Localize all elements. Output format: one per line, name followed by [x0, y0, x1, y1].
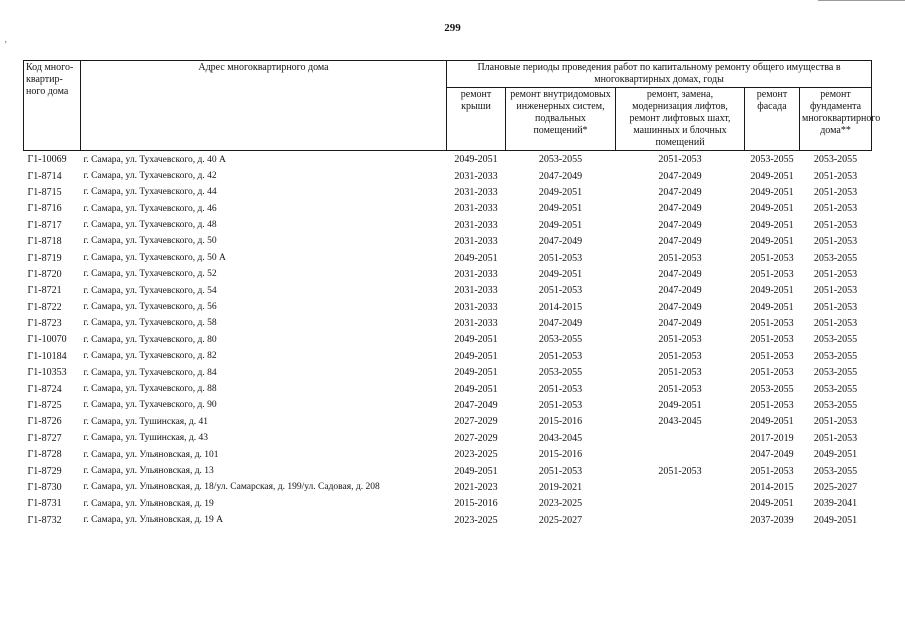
cell-roof: 2031-2033	[454, 170, 498, 182]
table-row	[24, 185, 872, 201]
table-row	[24, 463, 872, 479]
cell-address: г. Самара, ул. Ульяновская, д. 19	[83, 498, 214, 509]
cell-internal: 2049-2051	[538, 219, 583, 231]
cell-internal: 2051-2053	[538, 350, 583, 362]
table-row	[24, 496, 872, 512]
cell-foundation: 2053-2055	[813, 400, 858, 412]
cell-facade: 2049-2051	[750, 203, 794, 215]
cell-elevator	[616, 431, 745, 447]
cell-elevator: 2049-2051	[658, 400, 702, 412]
cell-facade: 2051-2053	[750, 268, 794, 280]
table-row	[24, 349, 872, 365]
cell-address: г. Самара, ул. Тухачевского, д. 58	[83, 318, 217, 329]
cell-internal: 2049-2051	[538, 203, 583, 215]
cell-code: Г1-10069	[27, 154, 67, 166]
cell-internal: 2023-2025	[538, 498, 583, 510]
cell-internal: 2015-2016	[538, 449, 583, 461]
cell-foundation: 2053-2055	[813, 350, 858, 362]
cell-address: г. Самара, ул. Ульяновская, д. 13	[83, 465, 214, 476]
cell-roof: 2023-2025	[454, 449, 498, 461]
table-header	[24, 61, 881, 151]
cell-code: Г1-10070	[27, 334, 67, 346]
cell-code: Г1-10353	[27, 367, 67, 379]
cell-roof: 2047-2049	[454, 400, 498, 412]
cell-address: г. Самара, ул. Тухачевского, д. 80	[83, 334, 217, 345]
cell-code: Г1-8721	[27, 285, 62, 297]
cell-roof: 2021-2023	[454, 482, 498, 493]
cell-address: г. Самара, ул. Тухачевского, д. 88	[83, 383, 217, 394]
cell-code: Г1-8728	[27, 449, 62, 461]
cell-roof: 2049-2051	[454, 252, 498, 264]
cell-elevator: 2051-2053	[658, 252, 702, 264]
cell-roof: 2049-2051	[454, 383, 498, 395]
cell-internal: 2049-2051	[538, 186, 583, 198]
cell-elevator	[616, 513, 745, 529]
table-row	[24, 201, 872, 217]
table-row	[24, 414, 872, 430]
cell-facade: 2051-2053	[750, 318, 794, 330]
cell-roof: 2031-2033	[454, 219, 498, 231]
cell-foundation: 2051-2053	[813, 416, 858, 428]
repair-schedule-table	[23, 60, 881, 529]
cell-roof: 2049-2051	[454, 350, 498, 362]
cell-code: Г1-8732	[27, 514, 62, 526]
table-row	[24, 316, 872, 332]
cell-code: Г1-8724	[27, 383, 62, 395]
cell-foundation: 2049-2051	[813, 449, 858, 461]
cell-code: Г1-10184	[27, 350, 67, 362]
cell-address: г. Самара, ул. Ульяновская, д. 19 А	[83, 515, 224, 526]
cell-roof: 2049-2051	[454, 334, 498, 346]
cell-facade: 2053-2055	[750, 154, 794, 166]
cell-foundation: 2051-2053	[813, 285, 858, 297]
cell-foundation: 2051-2053	[813, 432, 858, 444]
cell-facade: 2049-2051	[750, 219, 794, 231]
header-code: Код много-квартир-ного дома	[24, 61, 81, 151]
cell-roof: 2031-2033	[454, 301, 498, 313]
cell-code: Г1-8717	[27, 219, 62, 231]
table-row	[24, 398, 872, 414]
cell-internal: 2051-2053	[538, 383, 583, 395]
cell-elevator	[616, 447, 745, 463]
cell-code: Г1-8720	[27, 268, 62, 280]
cell-facade: 2047-2049	[750, 449, 794, 461]
cell-roof: 2031-2033	[454, 285, 498, 297]
table-row	[24, 267, 872, 283]
cell-roof: 2027-2029	[454, 416, 498, 428]
cell-code: Г1-8714	[27, 170, 62, 182]
cell-internal: 2051-2053	[538, 285, 583, 297]
cell-address: г. Самара, ул. Тушинская, д. 41	[83, 416, 209, 427]
cell-internal: 2047-2049	[538, 318, 583, 330]
cell-code: Г1-8727	[27, 432, 62, 444]
cell-elevator: 2047-2049	[658, 203, 702, 215]
table-row	[24, 234, 872, 250]
cell-code: Г1-8731	[27, 498, 62, 510]
cell-foundation: 2051-2053	[813, 268, 858, 280]
cell-address: г. Самара, ул. Тухачевского, д. 52	[83, 269, 217, 280]
cell-elevator: 2043-2045	[658, 416, 702, 428]
cell-facade: 2051-2053	[750, 367, 794, 379]
cell-foundation: 2049-2051	[813, 514, 858, 526]
cell-facade: 2051-2053	[750, 252, 794, 264]
cell-foundation: 2051-2053	[813, 318, 858, 330]
cell-elevator	[616, 480, 745, 496]
cell-address: г. Самара, ул. Тухачевского, д. 44	[83, 187, 217, 198]
cell-elevator: 2047-2049	[658, 219, 702, 231]
cell-foundation: 2051-2053	[813, 186, 858, 198]
cell-code: Г1-8725	[27, 400, 62, 412]
cell-facade: 2049-2051	[750, 498, 794, 510]
cell-facade: 2051-2053	[750, 400, 794, 412]
scan-artifact: ‚	[4, 34, 8, 45]
cell-foundation: 2053-2055	[813, 465, 858, 477]
cell-elevator: 2047-2049	[658, 236, 702, 248]
cell-internal: 2053-2055	[538, 367, 583, 379]
cell-internal: 2049-2051	[538, 268, 583, 280]
table-row	[24, 250, 872, 266]
cell-facade: 2051-2053	[750, 350, 794, 362]
cell-roof: 2049-2051	[454, 154, 498, 166]
cell-roof: 2031-2033	[454, 203, 498, 215]
cell-facade: 2049-2051	[750, 301, 794, 313]
cell-elevator: 2051-2053	[658, 154, 702, 166]
cell-foundation: 2051-2053	[813, 219, 858, 231]
cell-internal: 2047-2049	[538, 170, 583, 182]
cell-elevator: 2051-2053	[658, 383, 702, 395]
cell-internal: 2019-2021	[538, 482, 583, 493]
cell-address: г. Самара, ул. Тухачевского, д. 40 А	[83, 154, 226, 165]
cell-elevator: 2051-2053	[658, 465, 702, 477]
cell-code: Г1-8719	[27, 252, 62, 264]
cell-roof: 2015-2016	[454, 498, 498, 510]
cell-address: г. Самара, ул. Тухачевского, д. 54	[83, 285, 217, 296]
header-foundation: ремонт фундамента многоквартирного дома**	[800, 88, 872, 151]
cell-roof: 2031-2033	[454, 236, 498, 248]
cell-facade: 2049-2051	[750, 285, 794, 297]
cell-roof: 2049-2051	[454, 465, 498, 477]
cell-elevator: 2047-2049	[658, 318, 702, 330]
cell-roof: 2031-2033	[454, 186, 498, 198]
header-facade: ремонт фасада	[745, 88, 800, 151]
cell-code: Г1-8723	[27, 318, 62, 330]
table-body	[24, 151, 872, 529]
cell-code: Г1-8729	[27, 465, 62, 477]
cell-internal: 2051-2053	[538, 465, 583, 477]
cell-internal: 2051-2053	[538, 400, 583, 412]
table-row	[24, 218, 872, 234]
table-row	[24, 431, 872, 447]
table-row	[24, 381, 872, 397]
cell-address: г. Самара, ул. Тухачевского, д. 84	[83, 367, 217, 378]
cell-internal: 2047-2049	[538, 236, 583, 248]
header-roof: ремонт крыши	[447, 88, 506, 151]
table-row	[24, 365, 872, 381]
table-row	[24, 332, 872, 348]
cell-elevator: 2051-2053	[658, 367, 702, 379]
cell-code: Г1-8716	[27, 203, 62, 215]
cell-elevator: 2047-2049	[658, 170, 702, 182]
table-row	[24, 168, 872, 184]
cell-elevator: 2047-2049	[658, 301, 702, 313]
cell-foundation: 2053-2055	[813, 367, 858, 379]
cell-facade: 2014-2015	[750, 482, 794, 493]
cell-elevator: 2047-2049	[658, 186, 702, 198]
cell-address: г. Самара, ул. Ульяновская, д. 101	[83, 449, 219, 460]
cell-address: г. Самара, ул. Тушинская, д. 43	[83, 433, 209, 444]
cell-address: г. Самара, ул. Тухачевского, д. 56	[83, 302, 217, 313]
cell-facade: 2051-2053	[750, 465, 794, 477]
cell-code: Г1-8722	[27, 301, 62, 313]
cell-foundation: 2053-2055	[813, 154, 858, 166]
cell-code: Г1-8715	[27, 186, 62, 198]
cell-foundation: 2051-2053	[813, 203, 858, 215]
header-internal: ремонт внутридомовых инженерных систем, подвальных помещений*	[506, 88, 616, 151]
cell-address: г. Самара, ул. Тухачевского, д. 50 А	[83, 252, 226, 263]
cell-facade: 2037-2039	[750, 514, 794, 526]
cell-foundation: 2053-2055	[813, 383, 858, 395]
cell-facade: 2049-2051	[750, 416, 794, 428]
cell-facade: 2051-2053	[750, 334, 794, 346]
cell-roof: 2031-2033	[454, 268, 498, 280]
cell-address: г. Самара, ул. Тухачевского, д. 48	[83, 220, 217, 231]
cell-address: г. Самара, ул. Тухачевского, д. 42	[83, 170, 217, 181]
cell-roof: 2031-2033	[454, 318, 498, 330]
cell-facade: 2049-2051	[750, 236, 794, 248]
cell-internal: 2053-2055	[538, 334, 583, 346]
table-row	[24, 283, 872, 299]
scan-edge-line	[818, 0, 905, 3]
cell-code: Г1-8718	[27, 236, 62, 248]
cell-facade: 2053-2055	[750, 383, 794, 395]
cell-elevator: 2051-2053	[658, 350, 702, 362]
header-address: Адрес многоквартирного дома	[81, 61, 447, 151]
cell-address: г. Самара, ул. Тухачевского, д. 50	[83, 236, 217, 247]
cell-internal: 2025-2027	[538, 514, 583, 526]
cell-address: г. Самара, ул. Тухачевского, д. 46	[83, 203, 217, 214]
cell-elevator: 2047-2049	[658, 285, 702, 297]
cell-internal: 2014-2015	[538, 301, 583, 313]
cell-internal: 2015-2016	[538, 416, 583, 428]
page-number: 299	[444, 22, 461, 34]
table-row	[24, 300, 872, 316]
cell-elevator: 2047-2049	[658, 268, 702, 280]
cell-foundation: 2051-2053	[813, 170, 858, 182]
table-row	[24, 480, 872, 496]
cell-facade: 2049-2051	[750, 170, 794, 182]
cell-foundation: 2039-2041	[813, 498, 858, 510]
cell-address: г. Самара, ул. Тухачевского, д. 82	[83, 351, 217, 362]
table-row	[24, 447, 872, 463]
cell-internal: 2051-2053	[538, 252, 583, 264]
cell-facade: 2049-2051	[750, 186, 794, 198]
cell-address: г. Самара, ул. Ульяновская, д. 18/ул. Самарская, д. 199/ул. Садовая, д. 208	[83, 482, 380, 493]
cell-internal: 2043-2045	[538, 432, 583, 444]
header-periods: Плановые периоды проведения работ по капитальному ремонту общего имущества в многоквартирных домах, годы	[447, 61, 872, 88]
cell-elevator: 2051-2053	[658, 334, 702, 346]
cell-address: г. Самара, ул. Тухачевского, д. 90	[83, 400, 217, 411]
cell-facade: 2017-2019	[750, 432, 794, 444]
cell-foundation: 2051-2053	[813, 301, 858, 313]
cell-elevator	[616, 496, 745, 512]
table-row	[24, 513, 872, 529]
cell-code: Г1-8726	[27, 416, 62, 428]
cell-roof: 2049-2051	[454, 367, 498, 379]
header-elevator: ремонт, замена, модернизация лифтов, ремонт лифтовых шахт, машинных и блочных помещений	[616, 88, 745, 151]
cell-foundation: 2053-2055	[813, 252, 858, 264]
cell-roof: 2023-2025	[454, 514, 498, 526]
cell-foundation: 2051-2053	[813, 236, 858, 248]
cell-foundation: 2025-2027	[813, 482, 858, 493]
table-row	[24, 151, 872, 169]
cell-roof: 2027-2029	[454, 432, 498, 444]
cell-code: Г1-8730	[27, 482, 62, 493]
cell-internal: 2053-2055	[538, 154, 583, 166]
cell-foundation: 2053-2055	[813, 334, 858, 346]
